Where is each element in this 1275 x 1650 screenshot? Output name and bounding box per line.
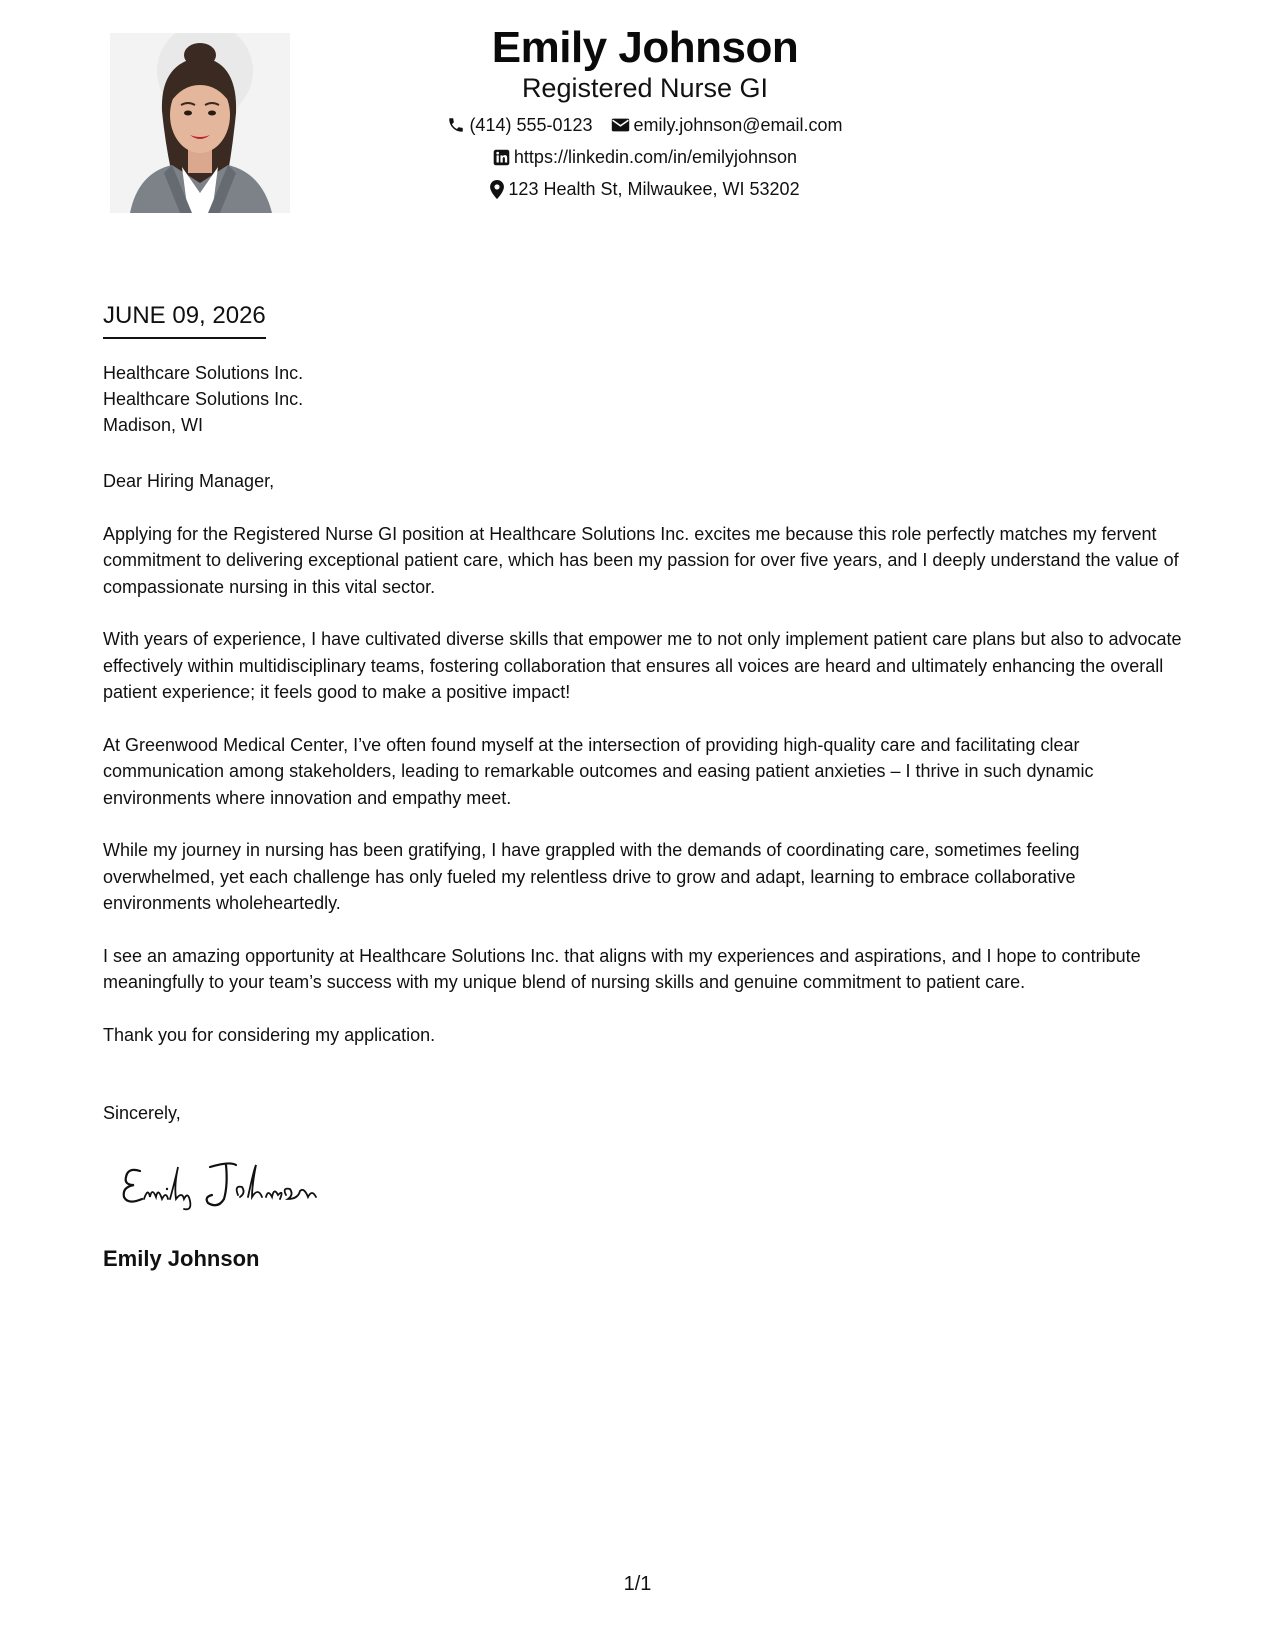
phone-icon: [447, 116, 465, 134]
recipient-line: Madison, WI: [103, 415, 204, 435]
contact-line-address: [330, 178, 960, 200]
linkedin-url: https://linkedin.com/in/emilyjohnson: [513, 147, 798, 167]
recipient-block: [103, 360, 303, 438]
page-number: 1/1: [623, 1573, 652, 1595]
linkedin-icon: [493, 149, 510, 166]
job-title: Registered Nurse GI: [521, 73, 769, 103]
closing: Sincerely,: [103, 1103, 181, 1123]
contact-line-phone-email: [330, 114, 960, 136]
street-address: 123 Health St, Milwaukee, WI 53202: [508, 179, 800, 199]
letter-body: [103, 468, 1183, 1074]
paragraph: Thank you for considering my application.: [103, 1024, 436, 1045]
map-pin-icon: [490, 180, 504, 199]
applicant-name: Emily Johnson: [491, 23, 799, 72]
paragraph: With years of experience, I have cultivated diverse skills that empower me to not only implement patient care plans but also to advocate effectively within multidisciplinary teams, fostering collaboration that ensures all voices are heard and ultimately enhancing the overall patient experience; it feels good to make a positive impact!: [103, 629, 1182, 702]
phone-contact[interactable]: [447, 114, 592, 136]
resume-header: [330, 22, 960, 200]
phone-number: (414) 555-0123: [469, 115, 593, 135]
letter-date: JUNE 09, 2026: [103, 301, 266, 339]
email-address: emily.johnson@email.com: [633, 115, 843, 135]
recipient-line: Healthcare Solutions Inc.: [103, 363, 304, 383]
address-contact: [490, 178, 799, 200]
profile-photo: [110, 33, 290, 213]
paragraph: While my journey in nursing has been gratifying, I have grappled with the demands of coordinating care, sometimes feeling overwhelmed, yet each challenge has only fueled my relentless drive to grow and adapt, learning to embrace collaborative environments wholeheartedly.: [103, 840, 1080, 913]
paragraph: At Greenwood Medical Center, I’ve often found myself at the intersection of providing high-quality care and facilitating clear communication among stakeholders, leading to remarkable outcomes and easing patient anxieties – I thrive in such dynamic environments where innovation and empathy meet.: [103, 734, 1094, 808]
signer-name: Emily Johnson: [103, 1246, 260, 1271]
envelope-icon: [611, 117, 630, 133]
recipient-line: Healthcare Solutions Inc.: [103, 389, 304, 409]
email-contact[interactable]: [611, 114, 843, 136]
paragraph: Applying for the Registered Nurse GI position at Healthcare Solutions Inc. excites me because this role perfectly matches my fervent commitment to delivering exceptional patient care, which has been my passion for over five years, and I deeply understand the value of compassionate nursing in this vital sector.: [103, 523, 1179, 597]
salutation: Dear Hiring Manager,: [103, 471, 275, 491]
contact-line-linkedin: [330, 146, 960, 168]
paragraph: I see an amazing opportunity at Healthcare Solutions Inc. that aligns with my experiences and aspirations, and I hope to contribute meaningfully to your team’s success with my unique blend of nursing skills and genuine commitment to patient care.: [103, 945, 1141, 992]
linkedin-contact[interactable]: [493, 146, 797, 168]
handwritten-signature: [118, 1155, 358, 1211]
